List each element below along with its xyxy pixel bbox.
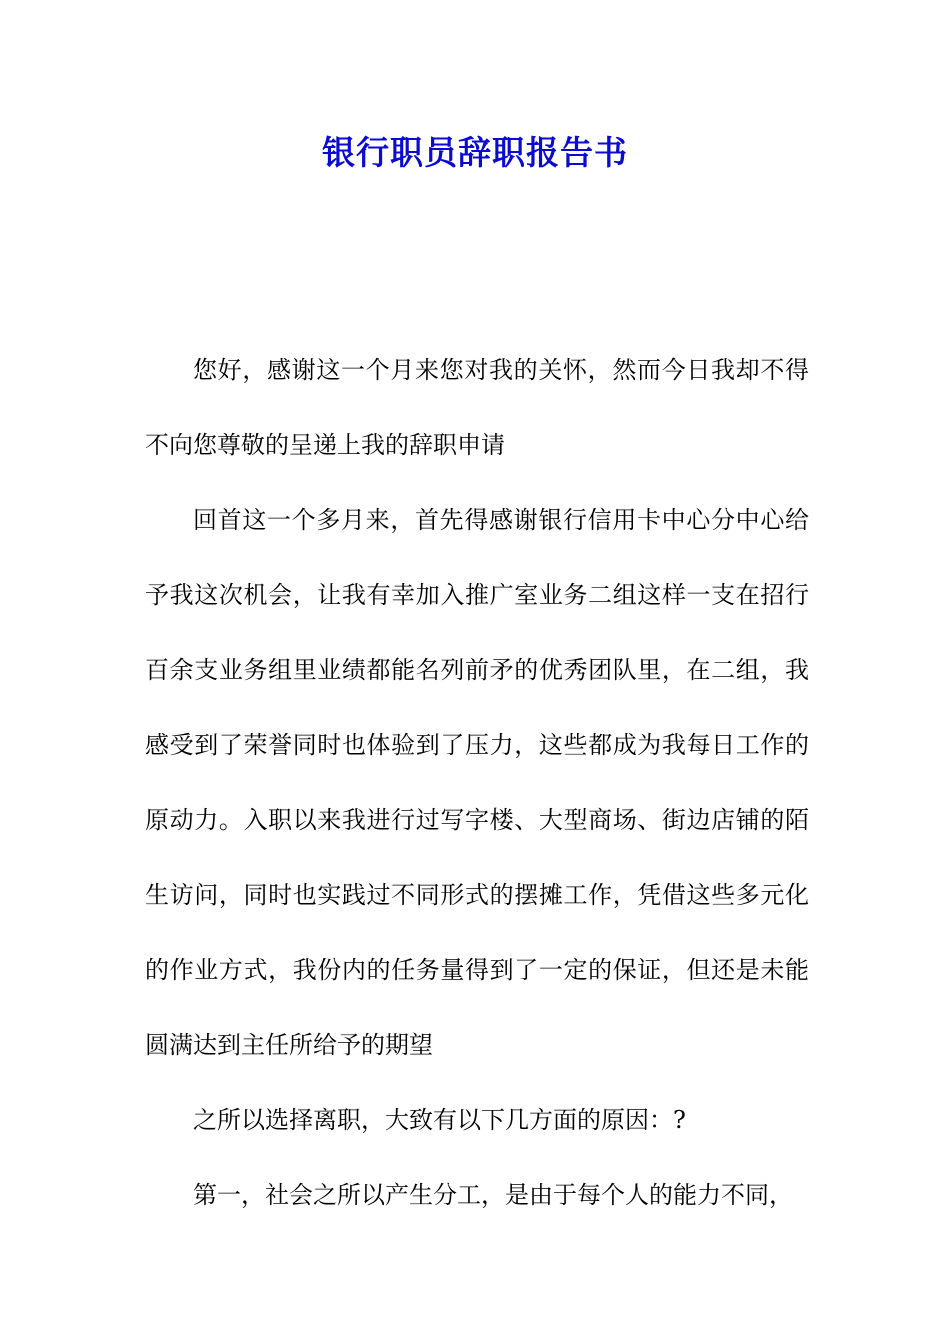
document-title: 银行职员辞职报告书 [322, 133, 628, 172]
document-body [145, 333, 809, 1233]
paragraph-reasons-intro: 之所以选择离职，大致有以下几方面的原因：? [193, 1106, 686, 1134]
paragraph-greeting: 您好，感谢这一个月来您对我的关怀，然而今日我却不得不向您尊敬的呈递上我的辞职申请 [145, 356, 809, 459]
paragraph-first-reason: 第一，社会之所以产生分工，是由于每个人的能力不同， [193, 1181, 793, 1209]
paragraph-review: 回首这一个多月来，首先得感谢银行信用卡中心分中心给予我这次机会，让我有幸加入推广室业务二组这样一支在招行百余支业务组里业绩都能名列前矛的优秀团队里，在二组，我感受到了荣誉同时也体验到了压力，这些都成为我每日工作的原动力。入职以来我进行过写字楼、大型商场、街边店铺的陌生访问，同时也实践过不同形式的摆摊工作，凭借这些多元化的作业方式，我份内的任务量得到了一定的保证，但还是未能圆满达到主任所给予的期望 [145, 506, 809, 1059]
